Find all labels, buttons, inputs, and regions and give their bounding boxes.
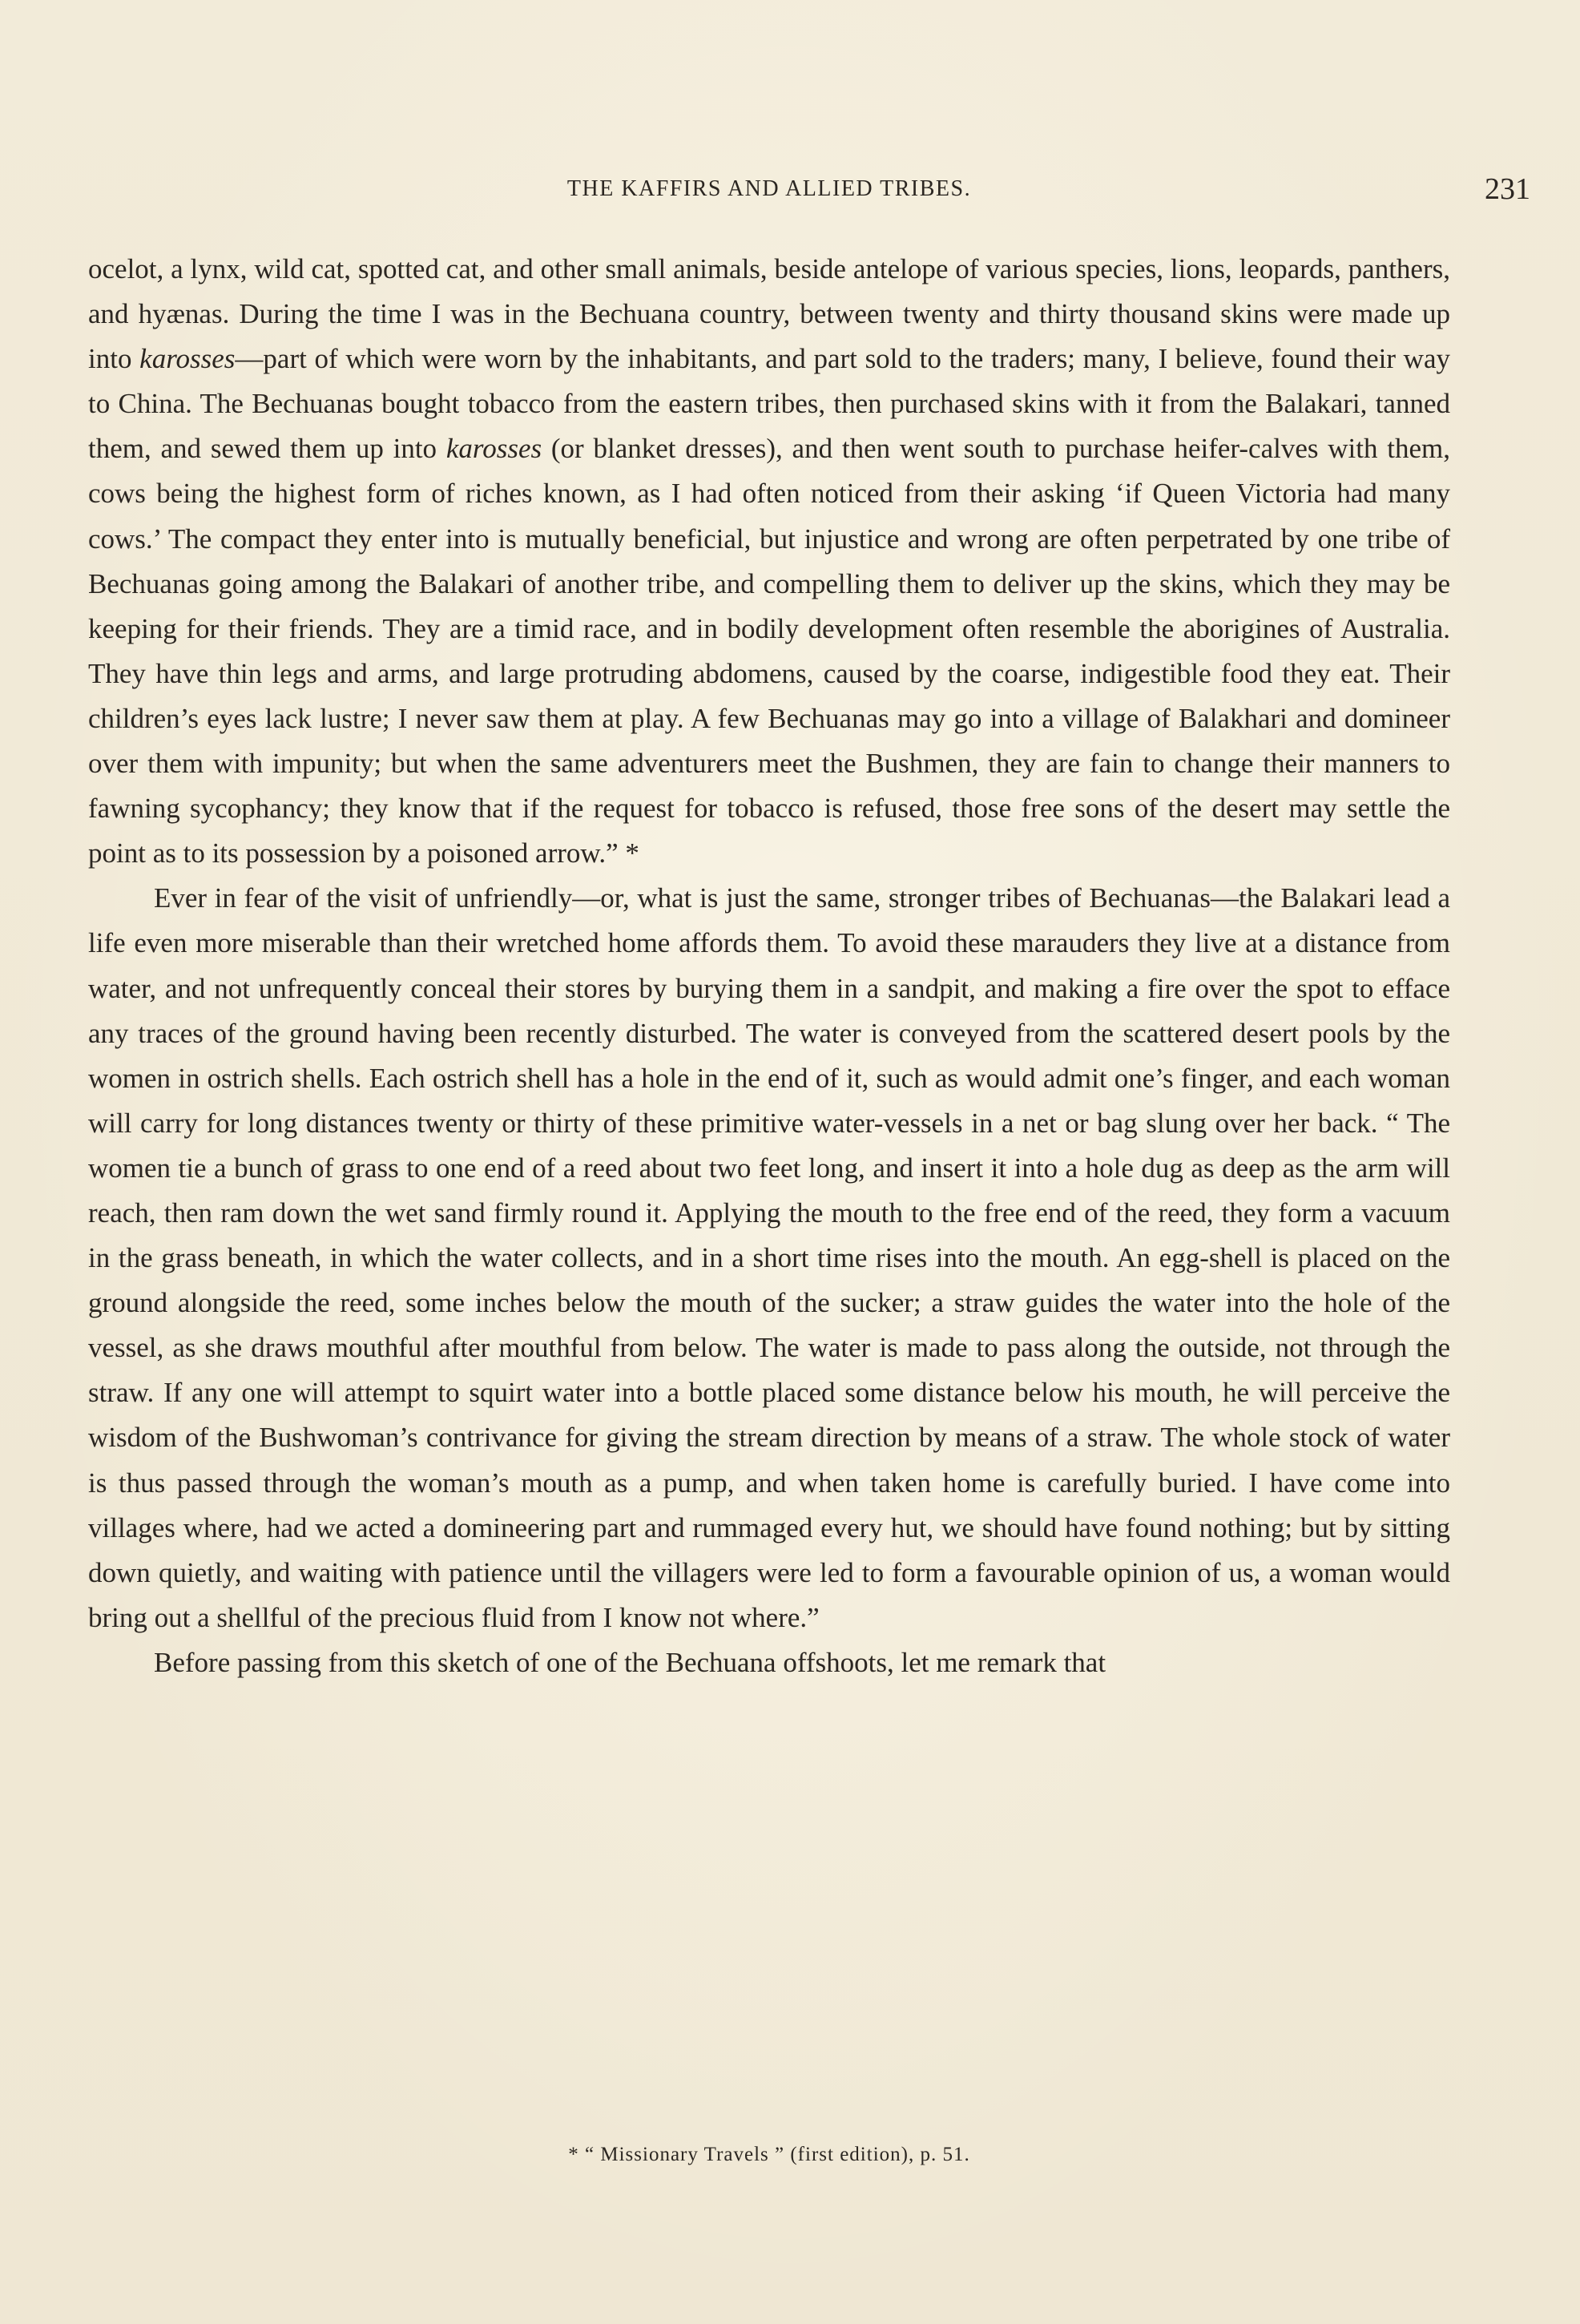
paragraph-1: ocelot, a lynx, wild cat, spotted cat, and other small animals, beside antelope of various species, lions, leopards, panthers, and hyænas. During the time I was in the Bechuana country, between twenty and thirty thousand skins were made up into karosses—part of which were worn by the inhabitants, and part sold to the traders; many, I believe, found their way to China. The Bechuanas bought tobacco from the eastern tribes, then purchased skins with it from the Balakari, tanned them, and sewed them up into karosses (or blanket dresses), and then went south to purchase heifer-calves with them, cows being the highest form of riches known, as I had often noticed from their asking ‘if Queen Victoria had many cows.’ The compact they enter into is mutually beneficial, but injustice and wrong are often perpetrated by one tribe of Bechuanas going among the Balakari of another tribe, and compelling them to deliver up the skins, which they may be keeping for their friends. They are a timid race, and in bodily development often resemble the aborigines of Australia. They have thin legs and arms, and large protruding abdomens, caused by the coarse, indigestible food they eat. Their children’s eyes lack lustre; I never saw them at play. A few Bechuanas may go into a village of Balakhari and domineer over them with impunity; but when the same adventurers meet the Bushmen, they are fain to change their manners to fawning sycophancy; they know that if the request for tobacco is refused, those free sons of the desert may settle the point as to its possession by a poisoned arrow.” * (88, 253, 1451, 869)
paragraph-2: Ever in fear of the visit of unfriendly—or, what is just the same, stronger tribes of Bechuanas—the Balakari lead a life even more miserable than their wretched home affords them. To avoid these marauders they live at a distance from water, and not unfrequently conceal their stores by burying them in a sandpit, and making a fire over the spot to efface any traces of the ground having been recently disturbed. The water is conveyed from the scattered desert pools by the women in ostrich shells. Each ostrich shell has a hole in the end of it, such as would admit one’s finger, and each woman will carry for long distances twenty or thirty of these primitive water-vessels in a net or bag slung over her back. “ The women tie a bunch of grass to one end of a reed about two feet long, and insert it into a hole dug as deep as the arm will reach, then ram down the wet sand firmly round it. Applying the mouth to the free end of the reed, they form a vacuum in the grass beneath, in which the water collects, and in a short time rises into the mouth. An egg-shell is placed on the ground alongside the reed, some inches below the mouth of the sucker; a straw guides the water into the hole of the vessel, as she draws mouthful after mouthful from below. The water is made to pass along the outside, not through the straw. If any one will attempt to squirt water into a bottle placed some distance below his mouth, he will perceive the wisdom of the Bushwoman’s contrivance for giving the stream direction by means of a straw. The whole stock of water is thus passed through the woman’s mouth as a pump, and when taken home is carefully buried. I have come into villages where, had we acted a domineering part and rummaged every hut, we should have found nothing; but by sitting down quietly, and waiting with patience until the villagers were led to form a favourable opinion of us, a woman would bring out a shellful of the precious fluid from I know not where.” (88, 882, 1450, 1633)
running-head (88, 171, 1530, 207)
running-title: THE KAFFIRS AND ALLIED TRIBES. (566, 176, 972, 201)
body-text (88, 247, 1450, 1685)
footnote: * “ Missionary Travels ” (first edition), p. 51. (568, 2144, 970, 2165)
paragraph-3: Before passing from this sketch of one of the Bechuana offshoots, let me remark that (154, 1646, 1106, 1678)
page-number: 231 (1485, 172, 1530, 206)
